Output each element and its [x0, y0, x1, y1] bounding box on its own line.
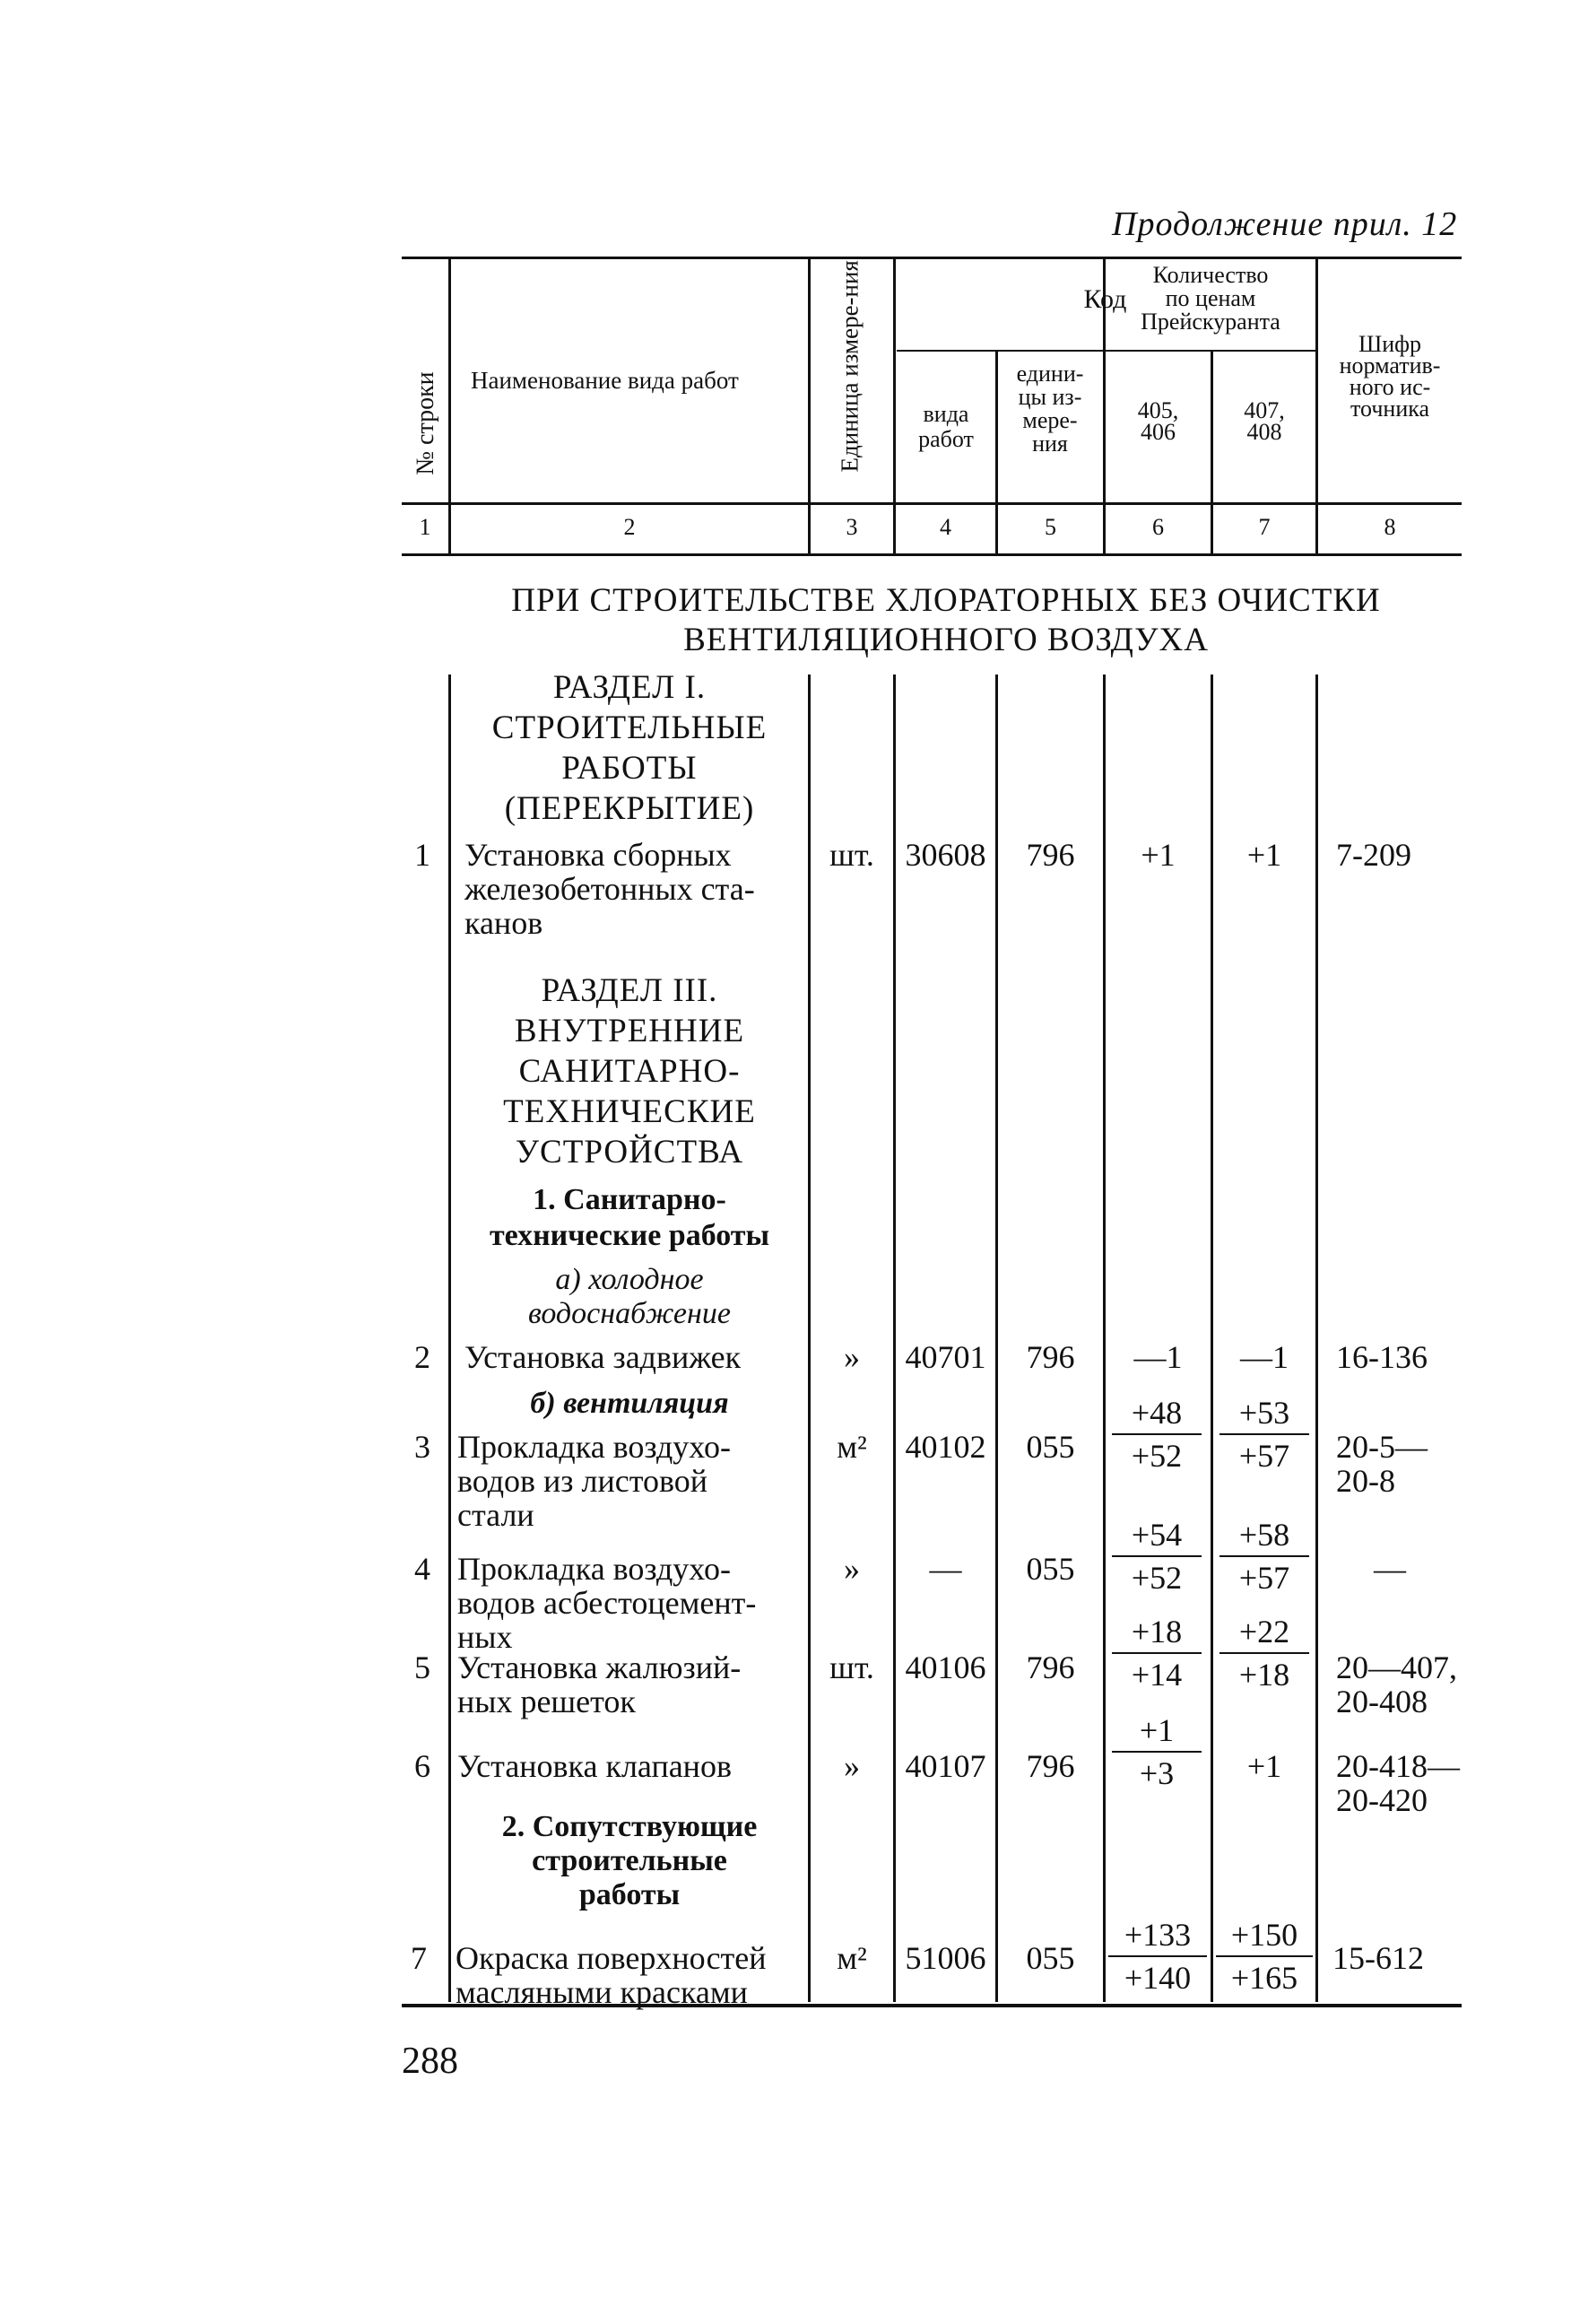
cipher-line: точника [1350, 396, 1430, 422]
subsection-line: а) холодное [555, 1263, 704, 1296]
col-header-cipher [1318, 331, 1462, 422]
qty-line: Количество [1152, 262, 1269, 288]
qty-405-fraction [1112, 1518, 1202, 1595]
row-no: 6 [414, 1748, 430, 1784]
col-number: 3 [846, 514, 858, 540]
row-no: 7 [411, 1940, 427, 1976]
fraction-bottom: +165 [1230, 1960, 1298, 1996]
row-no: 2 [414, 1339, 430, 1375]
header-bottom-rule [402, 502, 1462, 505]
cipher-line: норматив- [1339, 353, 1441, 379]
col-number: 2 [623, 514, 636, 540]
cipher: 7-209 [1336, 837, 1411, 873]
qty-a-line: 405, [1137, 397, 1179, 423]
fraction-top: +58 [1238, 1517, 1290, 1553]
unit-code: 055 [1026, 1429, 1075, 1465]
qty-405-fraction [1112, 1615, 1202, 1692]
fraction-top: +48 [1131, 1395, 1183, 1431]
fraction-bottom: +18 [1238, 1657, 1290, 1693]
fraction-bar [1108, 1955, 1207, 1957]
col-header-name: Наименование вида работ [471, 367, 739, 394]
section-line: РАБОТЫ [561, 750, 698, 787]
hdr-vline-2 [808, 257, 811, 556]
work-name [464, 838, 755, 940]
subsection-line: водоснабжение [528, 1297, 731, 1330]
fraction-bar [1219, 1555, 1309, 1557]
title-line: ВЕНТИЛЯЦИОННОГО ВОЗДУХА [683, 622, 1209, 658]
cipher-line: ного ис- [1349, 374, 1431, 400]
section-line: СТРОИТЕЛЬНЫЕ [491, 709, 768, 746]
work-name [456, 1941, 767, 2009]
subsection-line: работы [578, 1878, 681, 1911]
body-vline-1 [448, 675, 451, 2002]
name-line: Установка сборных [464, 837, 732, 873]
hdr-vline-1 [448, 257, 451, 556]
name-line: канов [464, 905, 543, 941]
cipher: 16-136 [1336, 1339, 1428, 1375]
code-unit-line: мере- [1022, 407, 1078, 433]
subsection-line: 1. Санитарно- [533, 1183, 726, 1216]
unit: м² [837, 1429, 867, 1465]
fraction-bottom: +57 [1238, 1560, 1290, 1596]
section-line: (ПЕРЕКРЫТИЕ) [504, 790, 755, 827]
cipher-line: 20-408 [1336, 1684, 1428, 1719]
col-header-qty-a [1106, 397, 1211, 445]
fraction-bar [1219, 1652, 1309, 1654]
col-header-code-type [897, 402, 995, 452]
fraction-bottom: +14 [1131, 1657, 1183, 1693]
name-line: стали [457, 1497, 534, 1533]
header-top-rule [402, 257, 1462, 259]
row-no: 3 [414, 1429, 430, 1465]
subsection-line: технические работы [489, 1219, 770, 1252]
cipher [1336, 1430, 1428, 1498]
qty-407: +1 [1246, 837, 1282, 873]
body-vline-7 [1315, 675, 1318, 2002]
unit-code: 796 [1026, 1339, 1075, 1375]
row-no: 5 [414, 1649, 430, 1685]
work-name: Установка задвижек [464, 1339, 742, 1375]
body-vline-6 [1211, 675, 1213, 2002]
cipher [1336, 1749, 1460, 1817]
qty-405: +1 [1141, 837, 1176, 873]
col-header-code: Код [1083, 284, 1127, 314]
row-no: 1 [414, 837, 430, 873]
qty-407: +1 [1246, 1748, 1282, 1784]
fraction-bar [1112, 1652, 1202, 1654]
col-header-qty-b [1213, 397, 1315, 445]
col-number: 4 [940, 514, 951, 540]
qty-405-fraction [1112, 1396, 1202, 1473]
name-line: ных [457, 1619, 513, 1655]
col-number: 8 [1384, 514, 1396, 540]
work-name [457, 1430, 731, 1532]
body-vline-3 [893, 675, 896, 2002]
fraction-bar [1112, 1751, 1202, 1753]
qty-405-fraction [1112, 1713, 1202, 1790]
cipher-line: 20-420 [1336, 1782, 1428, 1818]
col-header-unit: Единица измере-ния [836, 260, 864, 473]
work-code: 51006 [905, 1940, 986, 1976]
fraction-top: +1 [1139, 1712, 1175, 1748]
work-name: Установка клапанов [457, 1748, 732, 1784]
name-line: Установка жалюзий- [457, 1649, 742, 1685]
work-code: 40107 [905, 1748, 986, 1784]
fraction-bottom: +52 [1131, 1438, 1183, 1474]
col-number: 7 [1258, 514, 1271, 540]
name-line: ных решеток [457, 1684, 636, 1719]
colnum-bottom-rule [402, 553, 1462, 556]
cipher: 15-612 [1332, 1940, 1424, 1976]
section-1-heading [451, 667, 808, 829]
section-line: УСТРОЙСТВА [515, 1134, 744, 1171]
work-code: 40102 [905, 1429, 986, 1465]
col-number: 5 [1045, 514, 1056, 540]
col-header-code-unit [998, 362, 1102, 456]
name-line: водов асбестоцемент- [457, 1585, 757, 1621]
row-no: 4 [414, 1551, 430, 1587]
code-unit-line: цы из- [1018, 384, 1082, 410]
unit-code: 055 [1026, 1551, 1075, 1587]
qty-405: —1 [1133, 1339, 1183, 1375]
unit-code: 055 [1026, 1940, 1075, 1976]
col-header-qty [1106, 264, 1315, 334]
fraction-top: +22 [1238, 1614, 1290, 1649]
body-vline-2 [808, 675, 811, 2002]
subsection-line: строительные [532, 1844, 727, 1877]
fraction-bar [1112, 1555, 1202, 1557]
fraction-bar [1216, 1955, 1313, 1957]
fraction-bottom: +52 [1131, 1560, 1183, 1596]
body-vline-4 [995, 675, 998, 2002]
unit-code: 796 [1026, 1748, 1075, 1784]
fraction-top: +53 [1238, 1395, 1290, 1431]
subsection-line: 2. Сопутствующие [501, 1810, 758, 1843]
unit-code: 796 [1026, 1649, 1075, 1685]
fraction-bottom: +3 [1139, 1755, 1175, 1791]
cipher-line: 20-418— [1336, 1748, 1460, 1784]
qty-line: по ценам [1165, 285, 1256, 311]
subsection-1b: б) вентиляция [530, 1387, 729, 1420]
fraction-bar [1219, 1433, 1309, 1435]
fraction-top: +133 [1124, 1917, 1192, 1953]
qty-b-line: 407, [1244, 397, 1285, 423]
page-header: Продолжение прил. 12 [1112, 205, 1458, 243]
qty-407-fraction [1216, 1918, 1313, 1995]
section-line: РАЗДЕЛ I. [552, 669, 707, 706]
work-name [457, 1650, 741, 1719]
code-type-line: вида [923, 401, 969, 427]
qty-b-line: 408 [1246, 419, 1282, 445]
cipher-line: 20-5— [1336, 1429, 1428, 1465]
name-line: масляными красками [456, 1974, 748, 2010]
qty-a-line: 406 [1141, 419, 1176, 445]
fraction-bottom: +140 [1124, 1960, 1192, 1996]
unit: шт. [829, 1649, 874, 1685]
code-type-line: работ [918, 426, 974, 452]
cipher-line: 20-8 [1336, 1463, 1395, 1499]
cipher-line: Шифр [1358, 331, 1421, 357]
cipher-line: 20—407, [1336, 1649, 1457, 1685]
qty-line: Прейскуранта [1141, 309, 1280, 335]
code-unit-line: ния [1032, 431, 1068, 457]
page-number: 288 [402, 2041, 458, 2082]
unit: м² [837, 1940, 867, 1976]
fraction-top: +18 [1131, 1614, 1183, 1649]
col-number: 6 [1152, 514, 1164, 540]
section-line: ТЕХНИЧЕСКИЕ [503, 1093, 756, 1130]
fraction-top: +54 [1131, 1517, 1183, 1553]
code-subheader-rule [897, 350, 1315, 352]
body-vline-5 [1103, 675, 1106, 2002]
section-3-heading [451, 971, 808, 1172]
title-line: ПРИ СТРОИТЕЛЬСТВЕ ХЛОРАТОРНЫХ БЕЗ ОЧИСТКИ [511, 582, 1381, 619]
fraction-bar [1112, 1433, 1202, 1435]
qty-407-fraction [1219, 1615, 1309, 1692]
work-code: — [929, 1551, 962, 1587]
unit: » [844, 1339, 860, 1375]
subsection-1 [451, 1182, 808, 1254]
col-header-row-no: № строки [412, 371, 439, 475]
fraction-bottom: +57 [1238, 1438, 1290, 1474]
fraction-top: +150 [1230, 1917, 1298, 1953]
name-line: железобетонных ста- [464, 871, 755, 907]
qty-407: —1 [1240, 1339, 1289, 1375]
qty-405-fraction [1108, 1918, 1207, 1995]
cipher [1336, 1650, 1457, 1719]
col-number: 1 [419, 514, 431, 540]
hdr-vline-3 [893, 257, 896, 556]
work-code: 30608 [905, 837, 986, 873]
name-line: Прокладка воздухо- [457, 1551, 731, 1587]
unit: » [844, 1551, 860, 1587]
qty-407-fraction [1219, 1518, 1309, 1595]
qty-407-fraction [1219, 1396, 1309, 1473]
section-line: ВНУТРЕННИЕ [514, 1013, 745, 1049]
section-line: САНИТАРНО- [518, 1053, 741, 1090]
cipher: — [1374, 1551, 1406, 1587]
work-code: 40701 [905, 1339, 986, 1375]
work-code: 40106 [905, 1649, 986, 1685]
unit-code: 796 [1026, 837, 1075, 873]
name-line: водов из листовой [457, 1463, 707, 1499]
code-unit-line: едини- [1016, 361, 1084, 387]
name-line: Прокладка воздухо- [457, 1429, 731, 1465]
section-line: РАЗДЕЛ III. [541, 972, 718, 1009]
unit: шт. [829, 837, 874, 873]
work-name [457, 1552, 756, 1654]
subsection-2 [451, 1810, 808, 1912]
unit: » [844, 1748, 860, 1784]
table-title [430, 581, 1462, 660]
subsection-1a [451, 1263, 808, 1331]
name-line: Окраска поверхностей [456, 1940, 767, 1976]
